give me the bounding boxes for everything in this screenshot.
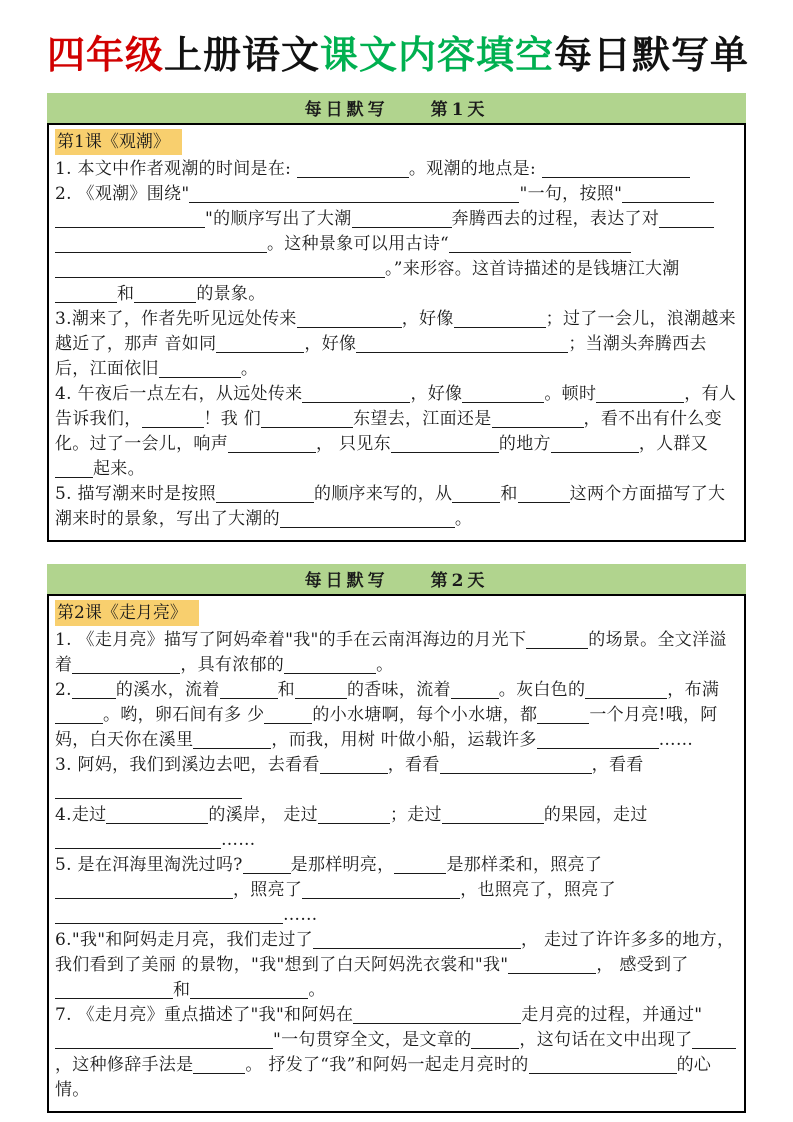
question-text: 的小水塘啊，每个小水塘，都 <box>312 705 538 725</box>
question-text: 3. 阿妈，我们到溪边去吧，去看看 <box>55 755 320 775</box>
blank-field <box>537 708 589 724</box>
blank-field <box>452 487 500 503</box>
blank-field <box>189 187 519 203</box>
question-text: 4.走过 <box>55 805 107 825</box>
question-text: 。顿时 <box>544 384 597 404</box>
question <box>55 482 738 532</box>
question-text: 3.潮来了，作者先听见远处传来 <box>55 309 297 329</box>
blank-field <box>471 1033 519 1049</box>
blank-field <box>159 362 241 378</box>
question-text: "的顺序写出了大潮 <box>205 209 352 229</box>
question-text: 。 <box>240 359 259 379</box>
question-text: 奔腾西去的过程，表达了对 <box>451 209 660 229</box>
question <box>55 928 738 1003</box>
blank-field <box>537 733 659 749</box>
question-text: 6."我"和阿妈走月亮，我们走过了 <box>55 930 313 950</box>
question-text: ；过了一会儿，浪潮越来越近了，那声 音如同 <box>55 309 736 354</box>
question-text: 。这种景象可以用古诗“ <box>267 234 449 254</box>
blank-field <box>394 858 446 874</box>
question-text: 东望去，江面还是 <box>353 409 492 429</box>
lesson-title: 第2课《走月亮》 <box>55 600 199 626</box>
blank-field <box>451 683 499 699</box>
blank-field <box>302 883 460 899</box>
title-part: 每日默写单 <box>554 33 750 77</box>
blank-field <box>55 1033 273 1049</box>
question-text: "一句贯穿全文，是文章的 <box>273 1030 472 1050</box>
question <box>55 157 738 182</box>
blank-field <box>180 783 242 799</box>
blank-field <box>193 1058 245 1074</box>
day-header-bar <box>47 93 746 123</box>
question-text: …… <box>283 905 318 925</box>
question-text: 一个月亮!哦，阿妈，白天你在溪里 <box>55 705 718 750</box>
question-text: ， 感受到了 <box>596 955 689 975</box>
question <box>55 803 738 853</box>
question-text: 的果园，走过 <box>543 805 648 825</box>
question-text: 和 <box>173 980 191 1000</box>
blank-field <box>220 683 278 699</box>
blank-field <box>55 462 93 478</box>
question-text: 是那样明亮， <box>290 855 395 875</box>
question-text: ，好像 <box>401 309 454 329</box>
question-text: ，布满 <box>667 680 720 700</box>
question-text: 的心情。 <box>55 1055 712 1100</box>
blank-field <box>440 758 592 774</box>
question-text: ，人群又 <box>638 434 709 454</box>
blank-field <box>193 733 271 749</box>
blank-field <box>529 1058 677 1074</box>
blank-field <box>508 958 596 974</box>
lesson-title-row <box>55 128 738 157</box>
blank-field <box>243 858 291 874</box>
question-text: 和 <box>117 284 135 304</box>
lesson-section <box>47 594 746 1113</box>
blank-field <box>353 1008 521 1024</box>
question-text: 。 <box>454 509 473 529</box>
question-text: 的溪水，流着 <box>115 680 220 700</box>
question-text: ！我 们 <box>203 409 262 429</box>
question <box>55 382 738 482</box>
question-text: 2. <box>55 680 72 700</box>
question-text: 起来。 <box>93 459 145 479</box>
question-text: 2. 《观潮》围绕" <box>55 184 190 204</box>
title-part: 上册语文 <box>164 33 321 77</box>
question-text: 是那样柔和，照亮了 <box>446 855 603 875</box>
question-text: 的地方 <box>498 434 551 454</box>
question <box>55 628 738 678</box>
blank-field <box>55 287 117 303</box>
question-text: ，有人告诉我们， <box>55 384 737 429</box>
blank-field <box>454 312 546 328</box>
question-text: ，也照亮了，照亮了 <box>460 880 616 900</box>
blank-field <box>134 287 196 303</box>
blank-field <box>55 708 103 724</box>
question <box>55 678 738 753</box>
question-text: 5. 描写潮来时是按照 <box>55 484 216 504</box>
question-text: ，照亮了 <box>233 880 303 900</box>
blank-field <box>55 262 385 278</box>
blank-field <box>264 708 312 724</box>
question-text: 的场景。全文洋溢着 <box>55 630 727 675</box>
page-title <box>47 24 750 79</box>
blank-field <box>193 833 221 849</box>
blank-field <box>356 337 568 353</box>
blank-field <box>659 212 714 228</box>
blank-field <box>492 412 584 428</box>
blank-field <box>518 487 570 503</box>
blank-field <box>55 983 173 999</box>
question-text: 1. 本文中作者观潮的时间是在: <box>55 159 297 179</box>
question-text: 的香味，流着 <box>346 680 451 700</box>
question-text: ，看看 <box>387 755 440 775</box>
question-text: ，看看 <box>591 755 644 775</box>
blank-field <box>106 808 208 824</box>
blank-field <box>449 237 631 253</box>
blank-field <box>190 983 308 999</box>
blank-field <box>551 437 639 453</box>
blank-field <box>280 512 455 528</box>
question-text: 1. 《走月亮》描写了阿妈牵着"我"的手在云南洱海边的月光下 <box>55 630 527 650</box>
blank-field <box>55 212 205 228</box>
question <box>55 182 738 307</box>
blank-field <box>302 387 410 403</box>
question-text: 走月亮的过程，并通过" <box>521 1005 703 1025</box>
blank-field <box>318 808 390 824</box>
question-text: 和 <box>500 484 518 504</box>
blank-field <box>297 312 402 328</box>
blank-field <box>55 783 180 799</box>
blank-field <box>205 883 233 899</box>
question-text: ，好像 <box>410 384 463 404</box>
day-header-bar <box>47 564 746 594</box>
question-text: ，具有浓郁的 <box>180 655 285 675</box>
blank-field <box>55 237 267 253</box>
question-text: 这两个方面描写了大潮来时的景象，写出了大潮的 <box>55 484 726 529</box>
blank-field <box>72 658 180 674</box>
lesson-title: 第1课《观潮》 <box>55 129 182 155</box>
question-text: ，而我，用树 叶做小船，运载许多 <box>271 730 537 750</box>
question-text: 和 <box>277 680 295 700</box>
question <box>55 753 738 803</box>
question-text: 4. 午夜后一点左右，从远处传来 <box>55 384 303 404</box>
day-header-label: 每日默写 第2天 <box>304 571 489 591</box>
day-header-label: 每日默写 第1天 <box>304 100 489 120</box>
question-text: …… <box>658 730 694 750</box>
question-text: 。灰白色的 <box>498 680 586 700</box>
sections-container <box>47 93 746 1113</box>
question-text: ，这句话在文中出现了 <box>519 1030 693 1050</box>
blank-field <box>55 883 205 899</box>
question-text: ；走过 <box>389 805 442 825</box>
question-text: 。 <box>308 980 326 1000</box>
question <box>55 1003 738 1103</box>
question-text: ，看不出有什么变化。过了一会儿，响声 <box>55 409 722 454</box>
blank-field <box>55 833 193 849</box>
blank-field <box>442 808 544 824</box>
blank-field <box>313 933 521 949</box>
lesson-title-row <box>55 599 738 628</box>
blank-field <box>142 412 204 428</box>
blank-field <box>391 437 499 453</box>
blank-field <box>462 387 544 403</box>
question-text: "一句，按照" <box>519 184 623 204</box>
blank-field <box>585 683 667 699</box>
blank-field <box>284 658 376 674</box>
blank-field <box>295 683 347 699</box>
question-text: 7. 《走月亮》重点描述了"我"和阿妈在 <box>55 1005 354 1025</box>
lesson-section <box>47 123 746 542</box>
question-text: ，好像 <box>304 334 357 354</box>
question-text: 。观潮的地点是: <box>408 159 542 179</box>
blank-field <box>352 212 452 228</box>
blank-field <box>55 908 283 924</box>
question-text: 的溪岸， 走过 <box>208 805 318 825</box>
question-text: 。 抒发了“我”和阿妈一起走月亮时的 <box>245 1055 529 1075</box>
question-text: 。 <box>376 655 394 675</box>
blank-field <box>228 437 316 453</box>
blank-field <box>216 487 314 503</box>
blank-field <box>542 162 690 178</box>
question-text: ， 只见东 <box>316 434 391 454</box>
blank-field <box>297 162 409 178</box>
blank-field <box>596 387 684 403</box>
question-text: …… <box>221 830 256 850</box>
blank-field <box>320 758 388 774</box>
blank-field <box>692 1033 736 1049</box>
question <box>55 307 738 382</box>
question-text: 5. 是在洱海里淘洗过吗? <box>55 855 243 875</box>
blank-field <box>526 633 588 649</box>
blank-field <box>261 412 353 428</box>
blank-field <box>622 187 714 203</box>
question-text: 。哟，卵石间有多 少 <box>103 705 265 725</box>
question <box>55 853 738 928</box>
blank-field <box>72 683 116 699</box>
blank-field <box>216 337 304 353</box>
question-text: ，这种修辞手法是 <box>55 1055 194 1075</box>
question-text: ；当潮头奔腾西去后，江面依旧 <box>55 334 707 379</box>
question-text: 的景象。 <box>196 284 266 304</box>
title-part: 课文内容填空 <box>320 33 555 77</box>
title-part: 四年级 <box>47 33 165 77</box>
question-text: ， 走过了许许多多的地方，我们看到了美丽 的景物，"我"想到了白天阿妈洗衣裳和"我" <box>55 930 735 975</box>
question-text: 。”来形容。这首诗描述的是钱塘江大潮 <box>385 259 680 279</box>
question-text: 的顺序来写的，从 <box>313 484 453 504</box>
